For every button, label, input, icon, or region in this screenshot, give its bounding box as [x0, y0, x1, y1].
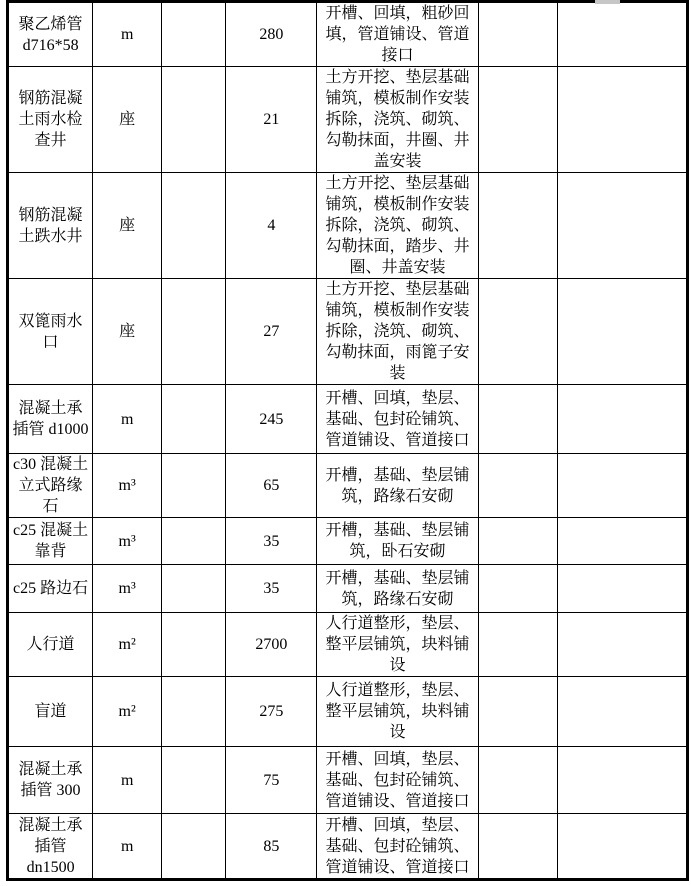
unit-cell: m²	[93, 613, 162, 677]
item-name-cell: 人行道	[8, 613, 93, 677]
empty-cell	[162, 67, 226, 173]
unit-cell: m	[93, 2, 162, 67]
table-row	[8, 747, 688, 814]
empty-cell	[557, 814, 687, 880]
empty-cell	[478, 747, 557, 814]
ui-fragment-artifact	[595, 0, 620, 4]
quantity-cell: 2700	[226, 613, 317, 677]
item-name-cell: 钢筋混凝土跌水井	[8, 173, 93, 279]
item-name-cell: 双篦雨水口	[8, 279, 93, 385]
description-cell: 人行道整形，垫层、整平层铺筑，块料铺设	[317, 677, 478, 747]
empty-cell	[478, 454, 557, 518]
empty-cell	[162, 385, 226, 454]
empty-cell	[557, 454, 687, 518]
description-cell: 开槽、回填，垫层、基础、包封砼铺筑、管道铺设、管道接口	[317, 814, 478, 880]
item-name-cell: 混凝土承插管 d1000	[8, 385, 93, 454]
quantity-cell: 75	[226, 747, 317, 814]
table-row	[8, 613, 688, 677]
empty-cell	[162, 279, 226, 385]
unit-cell: m	[93, 814, 162, 880]
table-row	[8, 565, 688, 613]
empty-cell	[478, 67, 557, 173]
empty-cell	[478, 814, 557, 880]
empty-cell	[162, 2, 226, 67]
description-cell: 土方开挖、垫层基础铺筑，模板制作安装拆除，浇筑、砌筑、勾勒抹面，井圈、井盖安装	[317, 67, 478, 173]
empty-cell	[478, 518, 557, 565]
item-name-cell: c25 路边石	[8, 565, 93, 613]
empty-cell	[162, 565, 226, 613]
empty-cell	[162, 173, 226, 279]
description-cell: 开槽、回填，垫层、基础、包封砼铺筑、管道铺设、管道接口	[317, 385, 478, 454]
quantity-cell: 35	[226, 565, 317, 613]
unit-cell: m³	[93, 518, 162, 565]
quantity-cell: 65	[226, 454, 317, 518]
table-row	[8, 2, 688, 67]
empty-cell	[478, 677, 557, 747]
empty-cell	[162, 747, 226, 814]
item-name-cell: 钢筋混凝土雨水检查井	[8, 67, 93, 173]
description-cell: 开槽，基础、垫层铺筑，路缘石安砌	[317, 565, 478, 613]
empty-cell	[557, 385, 687, 454]
unit-cell: m²	[93, 677, 162, 747]
quantity-cell: 21	[226, 67, 317, 173]
description-cell: 人行道整形，垫层、整平层铺筑，块料铺设	[317, 613, 478, 677]
table-row	[8, 385, 688, 454]
empty-cell	[478, 613, 557, 677]
item-name-cell: c25 混凝土靠背	[8, 518, 93, 565]
empty-cell	[557, 67, 687, 173]
table-row	[8, 67, 688, 173]
quantity-cell: 4	[226, 173, 317, 279]
table-row	[8, 518, 688, 565]
item-name-cell: c30 混凝土立式路缘石	[8, 454, 93, 518]
empty-cell	[557, 2, 687, 67]
empty-cell	[478, 2, 557, 67]
empty-cell	[557, 613, 687, 677]
quantity-cell: 280	[226, 2, 317, 67]
quantity-cell: 85	[226, 814, 317, 880]
description-cell: 开槽、回填，粗砂回填，管道铺设、管道接口	[317, 2, 478, 67]
quantity-cell: 35	[226, 518, 317, 565]
empty-cell	[557, 747, 687, 814]
unit-cell: 座	[93, 173, 162, 279]
description-cell: 开槽，基础、垫层铺筑，卧石安砌	[317, 518, 478, 565]
table-row	[8, 279, 688, 385]
table-row	[8, 454, 688, 518]
unit-cell: 座	[93, 279, 162, 385]
empty-cell	[478, 173, 557, 279]
quantities-table	[6, 0, 689, 881]
unit-cell: 座	[93, 67, 162, 173]
table-row	[8, 677, 688, 747]
empty-cell	[162, 454, 226, 518]
item-name-cell: 混凝土承插管 dn1500	[8, 814, 93, 880]
empty-cell	[162, 518, 226, 565]
description-cell: 土方开挖、垫层基础铺筑，模板制作安装拆除，浇筑、砌筑、勾勒抹面，雨篦子安装	[317, 279, 478, 385]
unit-cell: m	[93, 385, 162, 454]
empty-cell	[478, 565, 557, 613]
empty-cell	[557, 677, 687, 747]
description-cell: 开槽，基础、垫层铺筑，路缘石安砌	[317, 454, 478, 518]
empty-cell	[162, 613, 226, 677]
empty-cell	[557, 518, 687, 565]
empty-cell	[478, 279, 557, 385]
quantity-cell: 245	[226, 385, 317, 454]
unit-cell: m³	[93, 454, 162, 518]
empty-cell	[162, 677, 226, 747]
empty-cell	[557, 173, 687, 279]
description-cell: 土方开挖、垫层基础铺筑，模板制作安装拆除，浇筑、砌筑、勾勒抹面，踏步、井圈、井盖安装	[317, 173, 478, 279]
empty-cell	[162, 814, 226, 880]
unit-cell: m	[93, 747, 162, 814]
table-row	[8, 814, 688, 880]
quantity-cell: 275	[226, 677, 317, 747]
quantity-cell: 27	[226, 279, 317, 385]
empty-cell	[557, 565, 687, 613]
item-name-cell: 盲道	[8, 677, 93, 747]
empty-cell	[557, 279, 687, 385]
item-name-cell: 混凝土承插管 300	[8, 747, 93, 814]
item-name-cell: 聚乙烯管 d716*58	[8, 2, 93, 67]
unit-cell: m³	[93, 565, 162, 613]
description-cell: 开槽、回填，垫层、基础、包封砼铺筑、管道铺设、管道接口	[317, 747, 478, 814]
table-row	[8, 173, 688, 279]
empty-cell	[478, 385, 557, 454]
